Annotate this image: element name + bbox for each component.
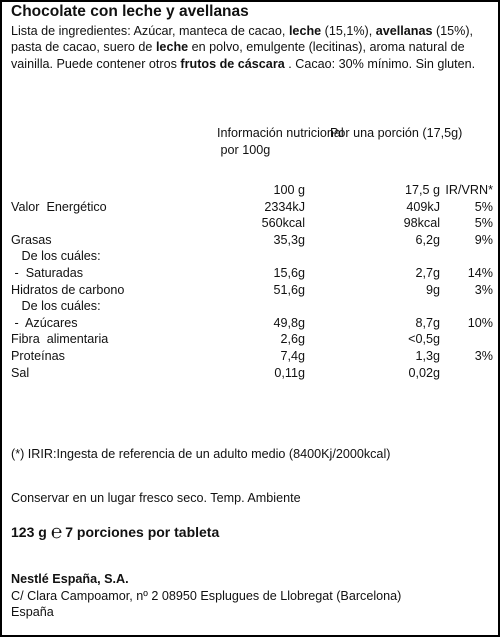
value-per-portion: 17,5 g <box>404 183 440 197</box>
nutrition-row <box>11 315 493 332</box>
nutrition-table <box>11 182 493 381</box>
portions-text: 7 porciones por tableta <box>65 524 220 540</box>
portions-line <box>11 523 219 541</box>
allergen-highlight: leche <box>155 40 189 55</box>
value-per-100g: 2334kJ <box>264 199 305 214</box>
nutrient-name: - Azúcares <box>11 315 78 330</box>
nutrient-name: Fibra alimentaria <box>11 332 109 347</box>
nutrient-name: Proteínas <box>11 348 65 363</box>
value-per-portion: 9g <box>425 282 440 297</box>
nutrition-row <box>11 365 493 382</box>
value-per-100g: 560kcal <box>261 216 305 231</box>
header-per-100g: Información nutricional por 100g <box>217 126 344 157</box>
nutrient-name: De los cuáles: <box>11 299 101 314</box>
allergen-highlight: leche <box>288 24 322 38</box>
reference-intake-pct: IR/VRN* <box>445 183 493 197</box>
ingredient-text: Lista de ingredientes: Azúcar, manteca de cacao, <box>11 24 289 38</box>
nutrition-row <box>11 265 493 282</box>
footnote: (*) IRIR:Ingesta de referencia de un adulto medio (8400Kj/2000kcal) <box>11 447 391 461</box>
nutrition-row <box>11 182 493 199</box>
value-per-portion: 8,7g <box>415 315 440 330</box>
nutrition-row <box>11 348 493 365</box>
net-weight: 123 g <box>11 524 47 540</box>
value-per-portion: 1,3g <box>415 348 440 363</box>
company-country: España <box>11 605 54 619</box>
value-per-100g: 49,8g <box>273 315 305 330</box>
nutrition-row <box>11 215 493 232</box>
ingredient-text: (15,1%), <box>321 24 376 38</box>
value-per-100g: 7,4g <box>280 348 305 363</box>
value-per-portion: 409kJ <box>406 199 440 214</box>
value-per-100g: 15,6g <box>273 265 305 280</box>
nutrition-row <box>11 298 493 315</box>
nutrient-name: Sal <box>11 365 30 380</box>
company-address: C/ Clara Campoamor, nº 2 08950 Esplugues de Llobregat (Barcelona) <box>11 588 402 603</box>
reference-intake-pct: 14% <box>467 265 493 280</box>
value-per-portion: 0,02g <box>408 365 440 380</box>
nutrient-name: Valor Energético <box>11 199 107 214</box>
reference-intake-pct: 3% <box>474 348 493 363</box>
reference-intake-pct: 3% <box>474 282 493 297</box>
nutrition-row <box>11 248 493 265</box>
nutrient-name: Hidratos de carbono <box>11 282 125 297</box>
allergen-highlight: frutos de cáscara <box>180 56 285 71</box>
nutrition-row <box>11 232 493 249</box>
header-per-portion: Por una porción (17,5g) <box>330 126 463 140</box>
reference-intake-pct: 9% <box>474 232 493 247</box>
value-per-100g: 35,3g <box>273 232 305 247</box>
ingredients-list <box>11 23 491 72</box>
product-title: Chocolate con leche y avellanas <box>11 3 249 20</box>
reference-intake-pct: 5% <box>474 216 493 231</box>
nutrition-row <box>11 199 493 216</box>
nutrient-name: De los cuáles: <box>11 249 101 264</box>
estimated-sign-icon: ℮ <box>50 521 63 543</box>
value-per-100g: 51,6g <box>273 282 305 297</box>
allergen-highlight: avellanas <box>375 24 433 38</box>
reference-intake-pct: 5% <box>474 199 493 214</box>
value-per-100g: 2,6g <box>280 332 305 347</box>
company-info <box>11 571 401 621</box>
company-name: Nestlé España, S.A. <box>11 572 129 586</box>
value-per-100g: 0,11g <box>274 365 305 380</box>
value-per-100g: 100 g <box>273 183 305 197</box>
storage-instructions: Conservar en un lugar fresco seco. Temp. Ambiente <box>11 491 301 505</box>
value-per-portion: 98kcal <box>403 216 440 231</box>
nutrient-name: - Saturadas <box>11 265 84 280</box>
nutrient-name: Grasas <box>11 232 52 247</box>
value-per-portion: 2,7g <box>415 265 440 280</box>
ingredient-text: . Cacao: 30% mínimo. Sin gluten. <box>284 56 476 71</box>
ingredient-text: (15%), pasta de cacao, suero de <box>11 24 474 55</box>
value-per-portion: 6,2g <box>415 232 440 247</box>
nutrition-row <box>11 282 493 299</box>
ingredient-text: en polvo, emulgente (lecitinas), aroma natural de vainilla. Puede contener otros <box>11 40 465 71</box>
value-per-portion: <0,5g <box>408 332 440 347</box>
nutrition-row <box>11 331 493 348</box>
reference-intake-pct: 10% <box>467 315 493 330</box>
